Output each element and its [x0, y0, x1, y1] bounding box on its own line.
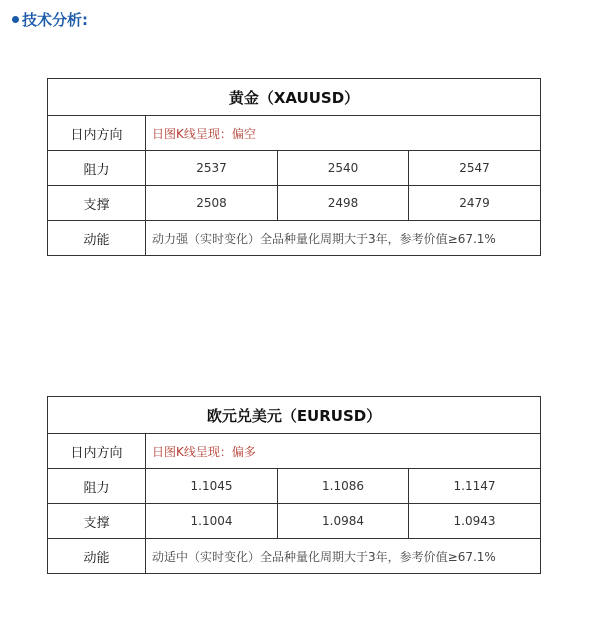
resistance-label: 阻力	[48, 151, 146, 186]
table-row	[48, 151, 541, 186]
table-row	[48, 186, 541, 221]
support-value: 1.0943	[409, 504, 541, 539]
section-heading-text: 技术分析:	[22, 11, 88, 29]
table-row	[48, 504, 541, 539]
support-value: 1.1004	[146, 504, 278, 539]
momentum-value: 动适中（实时变化）全品种量化周期大于3年，参考价值≥67.1%	[146, 539, 541, 574]
direction-label: 日内方向	[48, 116, 146, 151]
support-label: 支撑	[48, 186, 146, 221]
table-row	[48, 221, 541, 256]
table-title: 黄金（XAUUSD）	[48, 79, 541, 116]
resistance-value: 2537	[146, 151, 278, 186]
momentum-value: 动力强（实时变化）全品种量化周期大于3年，参考价值≥67.1%	[146, 221, 541, 256]
resistance-value: 1.1086	[278, 469, 409, 504]
resistance-label: 阻力	[48, 469, 146, 504]
resistance-value: 2540	[278, 151, 409, 186]
table-row	[48, 434, 541, 469]
momentum-label: 动能	[48, 221, 146, 256]
direction-value: 日图K线呈现：偏空	[146, 116, 541, 151]
direction-value: 日图K线呈现：偏多	[146, 434, 541, 469]
resistance-value: 1.1045	[146, 469, 278, 504]
resistance-value: 1.1147	[409, 469, 541, 504]
support-value: 2508	[146, 186, 278, 221]
gold-analysis-table	[47, 78, 541, 256]
resistance-value: 2547	[409, 151, 541, 186]
support-value: 2479	[409, 186, 541, 221]
bullet-icon	[12, 16, 19, 23]
eurusd-analysis-table	[47, 396, 541, 574]
table-row	[48, 469, 541, 504]
table-row	[48, 539, 541, 574]
table-row	[48, 116, 541, 151]
section-heading	[12, 9, 88, 30]
table-title: 欧元兑美元（EURUSD）	[48, 397, 541, 434]
support-label: 支撑	[48, 504, 146, 539]
momentum-label: 动能	[48, 539, 146, 574]
support-value: 2498	[278, 186, 409, 221]
direction-label: 日内方向	[48, 434, 146, 469]
support-value: 1.0984	[278, 504, 409, 539]
